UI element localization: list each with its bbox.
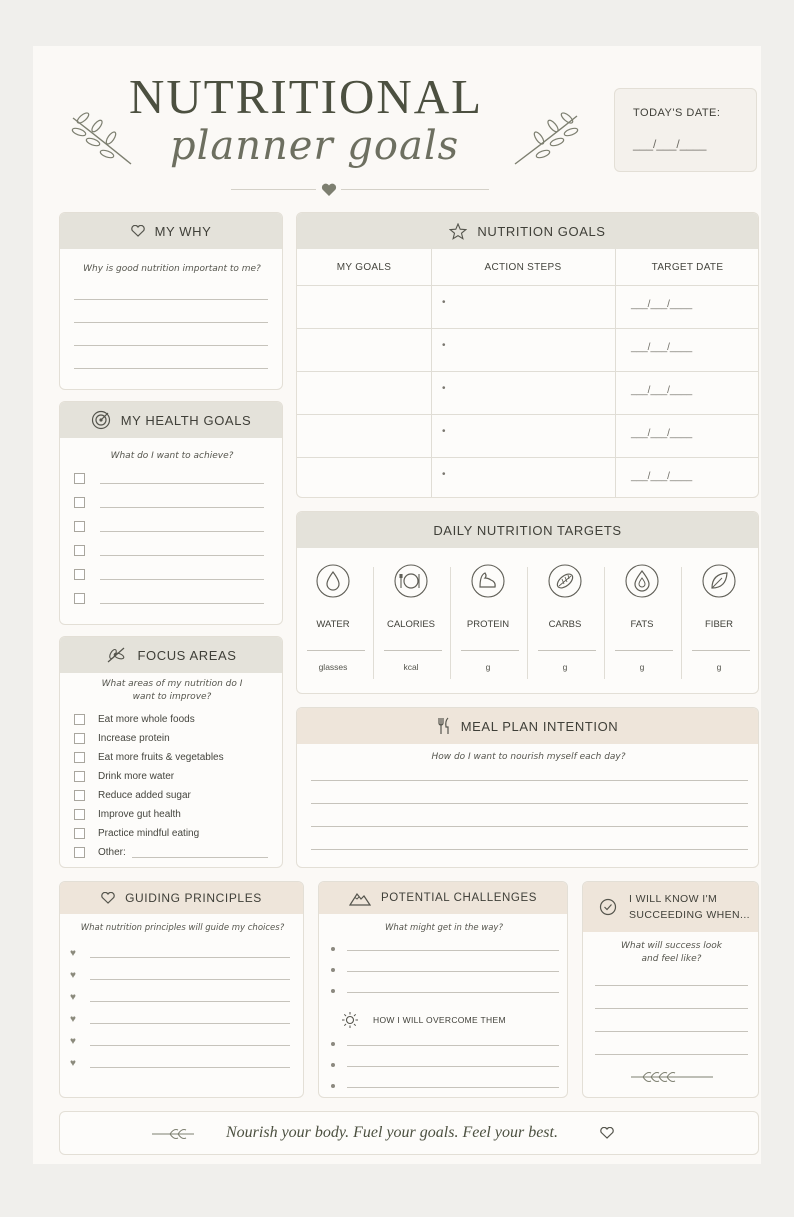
target-date-field[interactable]: ___/___/____ — [631, 299, 693, 310]
target-unit-calories: kcal — [403, 662, 419, 672]
writing-line[interactable] — [90, 1067, 290, 1068]
focus-areas-question-1: What areas of my nutrition do I — [101, 679, 243, 689]
col-my-goals: MY GOALS — [336, 262, 392, 273]
column-divider — [615, 249, 616, 498]
guiding-principles-header — [60, 882, 303, 914]
daily-targets-card — [296, 511, 759, 694]
writing-line[interactable] — [90, 1023, 290, 1024]
grain-icon — [548, 564, 582, 598]
writing-line[interactable] — [100, 483, 264, 484]
challenges-title: POTENTIAL CHALLENGES — [380, 892, 537, 904]
target-value-line[interactable] — [538, 650, 596, 651]
success-question-1: What will success look — [620, 941, 723, 951]
ornament-line — [231, 189, 316, 190]
goal-checkbox[interactable] — [74, 569, 85, 580]
heart-outline-icon — [101, 892, 115, 904]
row-divider — [297, 414, 759, 415]
action-bullet: • — [442, 383, 446, 394]
muscle-icon — [471, 564, 505, 598]
action-bullet: • — [442, 297, 446, 308]
leaf-icon — [702, 564, 736, 598]
challenges-header — [319, 882, 567, 914]
focus-item: Reduce added sugar — [98, 790, 191, 801]
focus-item: Drink more water — [98, 771, 175, 782]
focus-checkbox[interactable] — [74, 733, 85, 744]
writing-line[interactable] — [74, 299, 268, 300]
my-why-card — [59, 212, 283, 390]
target-divider — [527, 567, 528, 679]
focus-item-other: Other: — [98, 847, 126, 858]
focus-checkbox[interactable] — [74, 790, 85, 801]
nutrition-goals-title: NUTRITION GOALS — [477, 223, 606, 239]
target-unit-fiber: g — [716, 662, 722, 672]
focus-checkbox[interactable] — [74, 771, 85, 782]
plate-icon — [394, 564, 428, 598]
writing-line[interactable] — [311, 826, 748, 827]
guiding-principles-question: What nutrition principles will guide my choices? — [80, 923, 285, 933]
goal-checkbox[interactable] — [74, 521, 85, 532]
target-date-field[interactable]: ___/___/____ — [631, 471, 693, 482]
target-divider — [450, 567, 451, 679]
writing-line[interactable] — [347, 971, 559, 972]
daily-targets-title: DAILY NUTRITION TARGETS — [433, 522, 622, 538]
writing-line[interactable] — [90, 1001, 290, 1002]
planner-page — [33, 46, 761, 1164]
writing-line[interactable] — [311, 780, 748, 781]
heart-outline-icon — [600, 1127, 614, 1139]
target-unit-protein: g — [485, 662, 491, 672]
target-date-field[interactable]: ___/___/____ — [631, 428, 693, 439]
focus-checkbox[interactable] — [74, 828, 85, 839]
writing-line[interactable] — [90, 1045, 290, 1046]
page-subtitle: planner goals — [170, 123, 460, 169]
footer-text: Nourish your body. Fuel your goals. Feel your best. — [226, 1124, 558, 1141]
success-header — [583, 882, 759, 932]
focus-checkbox[interactable] — [74, 714, 85, 725]
bullet — [331, 968, 335, 972]
writing-line[interactable] — [347, 1087, 559, 1088]
my-why-header — [60, 213, 282, 249]
target-value-line[interactable] — [615, 650, 673, 651]
challenges-card — [318, 881, 568, 1098]
target-value-line[interactable] — [384, 650, 442, 651]
focus-item: Eat more fruits & vegetables — [98, 752, 224, 763]
heart-bullet-icon: ♥ — [70, 992, 76, 1003]
action-bullet: • — [442, 426, 446, 437]
health-goals-question: What do I want to achieve? — [110, 451, 234, 461]
heart-bullet-icon: ♥ — [70, 1036, 76, 1047]
success-question-2: and feel like? — [641, 954, 702, 964]
meal-plan-title: MEAL PLAN INTENTION — [460, 718, 619, 734]
guiding-principles-title: GUIDING PRINCIPLES — [125, 891, 262, 905]
focus-checkbox[interactable] — [74, 752, 85, 763]
guiding-principles-card — [59, 881, 304, 1098]
mountain-icon — [349, 890, 371, 906]
meal-plan-card — [296, 707, 759, 868]
date-field[interactable]: ___/___/____ — [633, 137, 707, 151]
row-divider — [297, 371, 759, 372]
target-label-carbs: CARBS — [548, 619, 582, 630]
sprig-ornament-icon — [629, 1068, 715, 1086]
success-card — [582, 881, 759, 1098]
sun-icon — [341, 1011, 359, 1029]
goal-checkbox[interactable] — [74, 497, 85, 508]
row-divider — [297, 328, 759, 329]
success-title-1: I WILL KNOW I'M — [629, 893, 718, 905]
bullet — [331, 1084, 335, 1088]
target-date-field[interactable]: ___/___/____ — [631, 385, 693, 396]
target-divider — [373, 567, 374, 679]
writing-line[interactable] — [347, 1066, 559, 1067]
writing-line[interactable] — [100, 555, 264, 556]
heart-bullet-icon: ♥ — [70, 948, 76, 959]
target-value-line[interactable] — [692, 650, 750, 651]
goal-checkbox[interactable] — [74, 593, 85, 604]
todays-date-box — [614, 88, 757, 172]
writing-line[interactable] — [311, 803, 748, 804]
heart-outline-icon — [131, 225, 145, 237]
writing-line[interactable] — [100, 603, 264, 604]
nutrition-goals-card — [296, 212, 759, 498]
row-divider — [297, 457, 759, 458]
my-why-title: MY WHY — [154, 223, 212, 239]
heart-ornament-icon — [321, 183, 337, 197]
nutrition-goals-header — [297, 213, 758, 249]
target-unit-carbs: g — [562, 662, 568, 672]
date-label: TODAY'S DATE: — [633, 107, 721, 119]
meal-plan-question: How do I want to nourish myself each day? — [431, 752, 626, 762]
ornament-line — [341, 189, 489, 190]
check-circle-icon — [599, 898, 617, 916]
writing-line[interactable] — [74, 345, 268, 346]
success-title-2: SUCCEEDING WHEN... — [629, 909, 750, 921]
target-divider — [604, 567, 605, 679]
sprig-left-icon — [150, 1126, 196, 1142]
focus-areas-title: FOCUS AREAS — [137, 647, 237, 663]
health-goals-header — [60, 402, 282, 438]
bullet — [331, 947, 335, 951]
row-divider — [297, 285, 759, 286]
target-label-water: WATER — [316, 619, 350, 630]
heart-bullet-icon: ♥ — [70, 970, 76, 981]
target-unit-water: glasses — [318, 662, 348, 672]
target-divider — [681, 567, 682, 679]
focus-checkbox[interactable] — [74, 847, 85, 858]
writing-line[interactable] — [595, 1008, 748, 1009]
focus-item: Improve gut health — [98, 809, 181, 820]
fork-knife-icon — [437, 717, 451, 735]
col-action-steps: ACTION STEPS — [484, 262, 562, 273]
writing-line[interactable] — [100, 507, 264, 508]
target-label-calories: CALORIES — [386, 619, 436, 630]
writing-line[interactable] — [90, 979, 290, 980]
laurel-right-icon — [511, 108, 581, 168]
writing-line[interactable] — [347, 1045, 559, 1046]
water-drop-icon — [316, 564, 350, 598]
writing-line[interactable] — [74, 322, 268, 323]
target-label-fiber: FIBER — [705, 619, 733, 630]
meal-plan-header — [297, 708, 758, 744]
overcome-title: HOW I WILL OVERCOME THEM — [373, 1015, 506, 1025]
bullet — [331, 989, 335, 993]
target-icon — [91, 410, 111, 430]
action-bullet: • — [442, 469, 446, 480]
goal-checkbox[interactable] — [74, 545, 85, 556]
focus-checkbox[interactable] — [74, 809, 85, 820]
bullet — [331, 1063, 335, 1067]
leaf-sprig-icon — [105, 646, 127, 664]
writing-line[interactable] — [90, 957, 290, 958]
writing-line[interactable] — [100, 579, 264, 580]
target-label-protein: PROTEIN — [466, 619, 510, 630]
writing-line[interactable] — [100, 531, 264, 532]
laurel-left-icon — [69, 108, 135, 168]
action-bullet: • — [442, 340, 446, 351]
health-goals-title: MY HEALTH GOALS — [120, 412, 252, 428]
writing-line[interactable] — [347, 992, 559, 993]
focus-item: Practice mindful eating — [98, 828, 200, 839]
oil-drop-icon — [625, 564, 659, 598]
column-divider — [431, 249, 432, 498]
other-line[interactable] — [132, 857, 268, 858]
writing-line[interactable] — [595, 1031, 748, 1032]
target-value-line[interactable] — [461, 650, 519, 651]
focus-item: Eat more whole foods — [98, 714, 195, 725]
writing-line[interactable] — [595, 1054, 748, 1055]
daily-targets-header — [297, 512, 758, 548]
writing-line[interactable] — [311, 849, 748, 850]
target-date-field[interactable]: ___/___/____ — [631, 342, 693, 353]
heart-bullet-icon: ♥ — [70, 1058, 76, 1069]
writing-line[interactable] — [347, 950, 559, 951]
writing-line[interactable] — [595, 985, 748, 986]
goal-checkbox[interactable] — [74, 473, 85, 484]
col-target-date: TARGET DATE — [651, 262, 724, 273]
my-why-question: Why is good nutrition important to me? — [83, 264, 261, 274]
focus-areas-header — [60, 637, 282, 673]
target-unit-fats: g — [639, 662, 645, 672]
focus-item: Increase protein — [98, 733, 170, 744]
challenges-question: What might get in the way? — [385, 923, 503, 933]
bullet — [331, 1042, 335, 1046]
health-goals-card — [59, 401, 283, 625]
heart-bullet-icon: ♥ — [70, 1014, 76, 1025]
footer-banner — [59, 1111, 759, 1155]
star-icon — [449, 223, 467, 240]
page-title: NUTRITIONAL — [129, 69, 484, 124]
focus-areas-card — [59, 636, 283, 868]
focus-areas-question-2: want to improve? — [132, 692, 212, 702]
target-value-line[interactable] — [307, 650, 365, 651]
target-label-fats: FATS — [630, 619, 654, 630]
writing-line[interactable] — [74, 368, 268, 369]
